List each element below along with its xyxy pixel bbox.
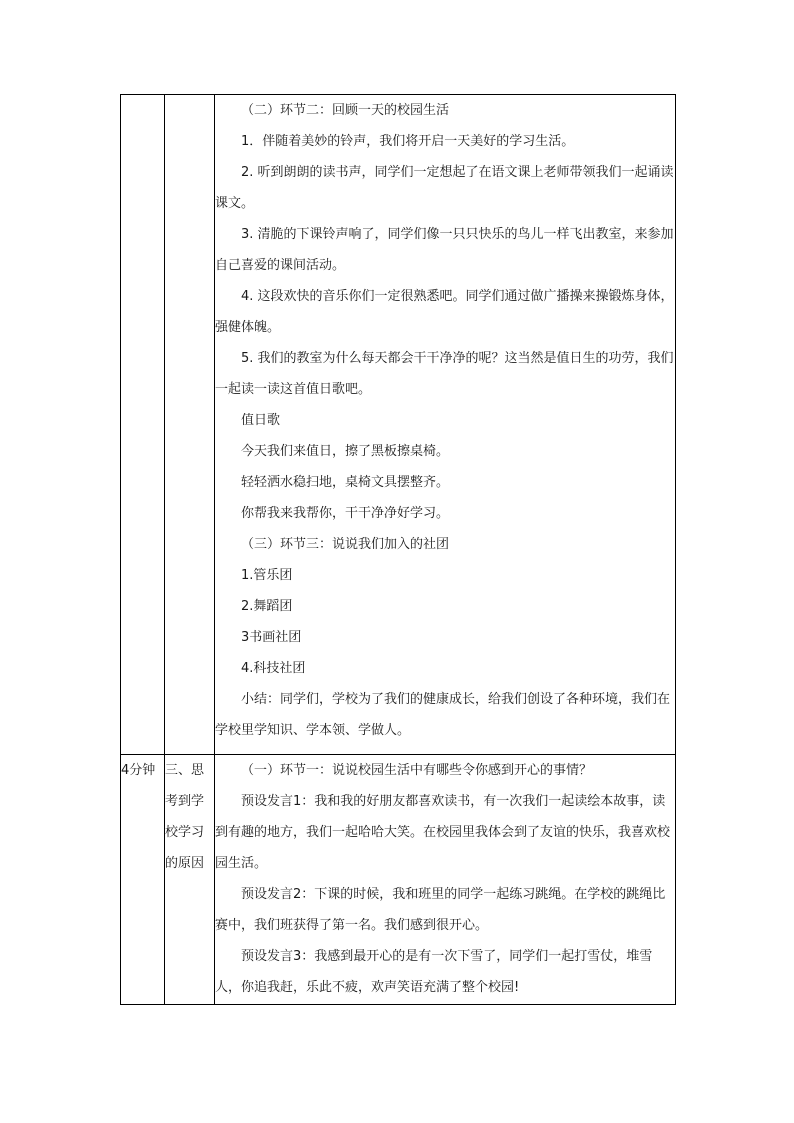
paragraph: 预设发言1：我和我的好朋友都喜欢读书，有一次我们一起读绘本故事，读到有趣的地方，我们一起哈哈大笑。在校园里我体会到了友谊的快乐，我喜欢校园生活。 (215, 794, 671, 871)
poem-line: 今天我们来值日，擦了黑板擦桌椅。 (241, 444, 450, 459)
list-item: 4.科技社团 (241, 661, 306, 676)
list-item: 1.管乐团 (241, 568, 293, 583)
content-cell (215, 755, 676, 1005)
section-heading: （二）环节二：回顾一天的校园生活 (241, 103, 450, 118)
poem-title: 值日歌 (241, 413, 281, 428)
poem-line: 轻轻洒水稳扫地，桌椅文具摆整齐。 (241, 475, 450, 490)
table-row (121, 95, 676, 755)
table-row (121, 755, 676, 1005)
list-item: 2.舞蹈团 (241, 599, 293, 614)
section-heading: （三）环节三：说说我们加入的社团 (241, 537, 450, 552)
paragraph: 1．伴随着美妙的铃声，我们将开启一天美好的学习生活。 (241, 134, 575, 149)
time-text: 4分钟 (121, 763, 156, 778)
paragraph: 4. 这段欢快的音乐你们一定很熟悉吧。同学们通过做广播操来操锻炼身体，强健体魄。 (215, 289, 674, 335)
paragraph: 3. 清脆的下课铃声响了，同学们像一只只快乐的鸟儿一样飞出教室，来参加自己喜爱的课间活动。 (215, 227, 674, 273)
paragraph: 5. 我们的教室为什么每天都会干干净净的呢？这当然是值日生的功劳，我们一起读一读这首值日歌吧。 (215, 351, 674, 397)
content-cell (215, 95, 676, 755)
paragraph: 预设发言3：我感到最开心的是有一次下雪了，同学们一起打雪仗，堆雪人，你追我赶，乐此不疲，欢声笑语充满了整个校园! (215, 949, 653, 995)
time-cell (121, 755, 165, 1005)
summary-paragraph: 小结：同学们，学校为了我们的健康成长，给我们创设了各种环境，我们在学校里学知识、学本领、学做人。 (215, 692, 671, 738)
step-text: 三、思考到学校学习的原因 (165, 763, 205, 871)
step-cell (165, 755, 215, 1005)
lesson-plan-table (120, 94, 676, 1005)
section-heading: （一）环节一：说说校园生活中有哪些令你感到开心的事情？ (241, 763, 593, 778)
paragraph: 预设发言2：下课的时候，我和班里的同学一起练习跳绳。在学校的跳绳比赛中，我们班获得了第一名。我们感到很开心。 (215, 887, 666, 933)
time-cell (121, 95, 165, 755)
paragraph: 2. 听到朗朗的读书声，同学们一定想起了在语文课上老师带领我们一起诵读课文。 (215, 165, 674, 211)
poem-line: 你帮我来我帮你，干干净净好学习。 (241, 506, 450, 521)
step-cell (165, 95, 215, 755)
list-item: 3书画社团 (241, 630, 302, 645)
